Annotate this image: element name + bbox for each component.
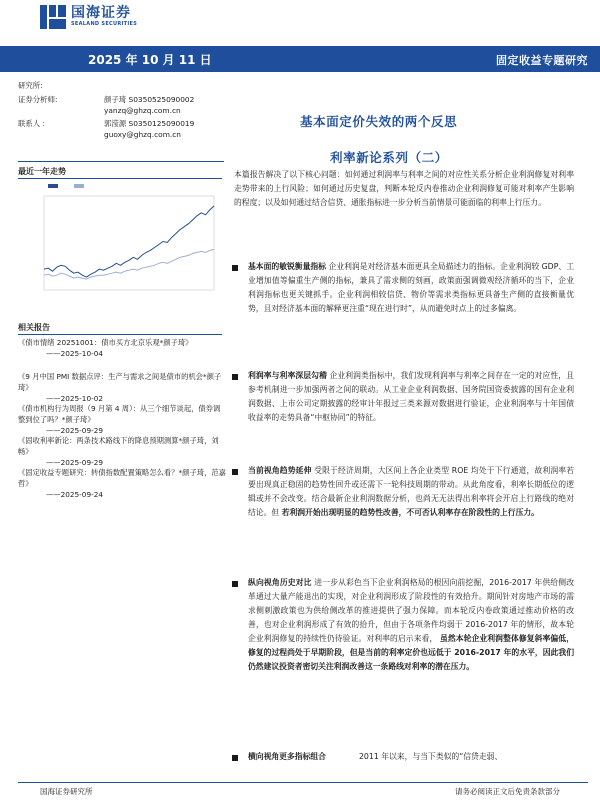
bullet-icon — [232, 755, 238, 761]
brand-name-en: SEALAND SECURITIES — [71, 21, 138, 27]
section-body: 2011 年以来，与当下类似的“信贷走弱、 — [358, 752, 503, 761]
section-lead: 利润率与利率深层勾稽 — [248, 371, 327, 380]
related-report-date: ——2025-10-02 — [46, 394, 103, 403]
intro-paragraph: 本篇报告解决了以下核心问题：如何通过利润率与利率之间的对应性关系分析企业利润修复对利率走势带来的上行风险；如何通过历史复盘，判断本轮反内卷推动企业利润修复可能对利率产生影响的程度；以及如何通过结合信贷、通胀指标进一步分析当前情景可能面临的利率上行压力。 — [234, 170, 574, 207]
section-paragraph — [248, 464, 574, 520]
section-body: 企业利润是对经济基本面更具全局描述力的指标。企业利润较 GDP、工业增加值等偏重生产侧的指标，兼具了需求侧的刻画，政策面强调微观经济循环的当下，企业利润指标也更关键抓手。企业利润相较信贷、物价等需求类指标更具备生产侧的直接衡量优势，且对经济基本面的解释更注重“现在进行时”，从而避免时点上的过多偏离。 — [248, 262, 574, 313]
report-date: 2025 年 10 月 11 日 — [88, 53, 212, 67]
series-line — [44, 206, 214, 277]
logo-mark-icon — [40, 5, 66, 29]
related-heading: 相关报告 — [18, 323, 50, 332]
meta-value: yanzq@ghzq.com.cn — [104, 106, 181, 115]
series-line — [44, 249, 214, 279]
related-report[interactable] — [18, 467, 226, 500]
report-banner — [0, 46, 600, 72]
bullet-icon — [232, 469, 238, 475]
brand-logo — [40, 4, 137, 30]
section-lead: 当前视角趋势延伸 — [248, 466, 312, 475]
related-report-title: 《债市机构行为周报（9 月第 4 周）：从三个细节谈起，债券调整到位了吗？*颜子琦》 — [18, 404, 221, 424]
section-lead: 纵向视角历史对比 — [248, 578, 312, 587]
related-report[interactable] — [18, 435, 226, 468]
related-report-date: ——2025-10-04 — [46, 349, 103, 358]
bullet-icon — [232, 581, 238, 587]
divider — [18, 161, 224, 162]
footer-disclaimer: 请务必阅读正文后免责条款部分 — [455, 787, 560, 796]
section-paragraph — [248, 260, 574, 316]
meta-value: 郭滢源 S0350125090019 — [104, 119, 195, 128]
section-paragraph — [248, 576, 574, 674]
section-emphasis: 虽然本轮企业利润整体修复斜率偏低，修复的过程尚处于早期阶段，但是当前的利率定价也远低于 2016-2017 年的水平，因此我们仍然建议投资者密切关注利润改善这一条路线对利率的潜在压力。 — [248, 634, 574, 671]
meta-value: 颜子琦 S0350525090002 — [104, 95, 195, 104]
meta-label: 研究所: — [18, 81, 43, 90]
bullet-icon — [232, 265, 238, 271]
meta-label: 证券分析师: — [18, 95, 58, 104]
legend-swatch — [48, 184, 58, 188]
section-paragraph — [248, 750, 574, 764]
related-report[interactable] — [18, 371, 226, 404]
report-title: 基本面定价失效的两个反思 — [300, 114, 458, 129]
divider — [18, 334, 222, 335]
footer-divider — [18, 782, 588, 783]
chart-heading: 最近一年走势 — [18, 167, 66, 176]
bullet-icon — [232, 374, 238, 380]
related-report-date: ——2025-09-24 — [46, 490, 103, 499]
section-lead: 横向视角更多指标组合 — [248, 752, 326, 761]
related-report-date: ——2025-09-29 — [46, 426, 103, 435]
report-series: 固定收益专题研究 — [496, 54, 588, 67]
related-report-title: 《9 月中国 PMI 数据点评：生产与需求之间是债市的机会*颜子琦》 — [18, 372, 222, 392]
report-subtitle: 利率新论系列（二） — [330, 150, 448, 165]
meta-label: 联系人 : — [18, 119, 46, 128]
section-body: 进一步从彩色当下企业利润格局的根因向前挖掘，2016-2017 年供给侧改革通过大量产能退出的实现，对企业利润形成了阶段性的有效拾升。期间针对房地产市场的需求侧刺激政策也为供给侧改革的推进提供了强力保障。而本轮反内卷政策通过推动价格的改善，也对企业利润形成了有效的拾升，但由于各项条件均弱于 2016-2017 年的情形，故本轮企业利润修复的持续性仍待验证。对利率的启示来看， — [248, 578, 575, 643]
related-report-title: 《固收利率新论：两条技术路线下的降息预期测算*颜子琦，刘畅》 — [18, 436, 219, 456]
section-body: 受限于经济周期，大区间上各企业类型 ROE 均处于下行通道，故利润率若要出现真正稳固的趋势性回升或还需下一轮科技周期的带动。从此角度看，利率长期低位的逻辑或并不会改变。结合最新企业利润数据分析，也尚无无法得出利率将会开启上行路线的绝对结论。但 — [248, 466, 575, 517]
brand-name-cn: 国海证券 — [71, 5, 131, 21]
section-paragraph — [248, 369, 574, 425]
section-body: 企业利润类指标中，我们发现利润率与利率之间存在一定的对应性，且参考机制进一步加强两者之间的联动。从工业企业利润数据、国务院国资委披露的国有企业利润数据、上市公司定期披露的经审计年报过三类来源对数据进行验证，企业利润率与十年国债收益率的走势具备“中枢协同”的特征。 — [248, 371, 574, 422]
related-report-title: 《固定收益专题研究：转债指数配置策略怎么看？*颜子琦，范嘉哲》 — [18, 468, 226, 488]
legend-swatch — [74, 184, 84, 188]
section-lead: 基本面的敏锐衡量指标 — [248, 262, 327, 271]
footer-left: 国海证券研究所 — [40, 787, 93, 796]
meta-value: guoxy@ghzq.com.cn — [104, 130, 181, 139]
section-emphasis: 若利润开始出现明显的趋势性改善，不可否认利率存在阶段性的上行压力。 — [281, 508, 539, 517]
trend-chart — [18, 178, 222, 308]
related-report[interactable] — [18, 337, 226, 359]
related-report-date: ——2025-09-29 — [46, 458, 103, 467]
related-report[interactable] — [18, 403, 226, 436]
related-report-title: 《债市情绪 20251001：债市买方北京乐观*颜子琦》 — [18, 338, 193, 347]
